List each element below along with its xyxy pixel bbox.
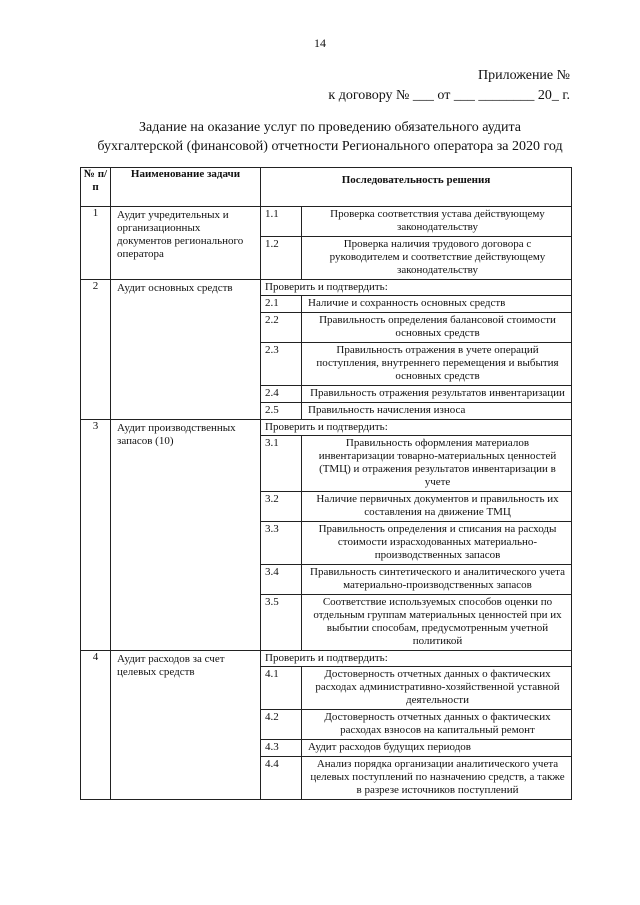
- row-number: 1: [81, 207, 111, 280]
- step-item: [261, 296, 571, 313]
- step-number: 2.1: [265, 297, 279, 309]
- page-number: 14: [314, 36, 326, 50]
- step-text: Правильность отражения результатов инвентаризации: [302, 386, 572, 403]
- verify-confirm-label: Проверить и подтвердить:: [261, 651, 571, 667]
- step-item: [261, 207, 571, 237]
- step-item: [261, 565, 571, 595]
- step-number: 2.5: [261, 403, 302, 420]
- solution-steps-cell: [261, 420, 572, 651]
- verify-confirm-label: Проверить и подтвердить:: [261, 280, 571, 296]
- step-text: Правильность отражения в учете операций поступления, внутреннего перемещения и выбытия основных средств: [302, 343, 572, 386]
- step-text: Аудит расходов будущих периодов: [302, 740, 572, 757]
- table-row: [81, 280, 572, 420]
- step-item: [261, 492, 571, 522]
- step-text: Достоверность отчетных данных о фактических расходах взносов на капитальный ремонт: [302, 710, 572, 740]
- steps-list: [261, 667, 571, 799]
- step-number: 4.1: [265, 668, 279, 680]
- step-text: Наличие первичных документов и правильность их составления на движение ТМЦ: [302, 492, 572, 522]
- step-item: [261, 667, 571, 710]
- step-item: [261, 522, 571, 565]
- table-row: [81, 207, 572, 280]
- header-task-name: Наименование задачи: [111, 168, 261, 207]
- step-number: 2.4: [261, 386, 302, 403]
- task-name: Аудит учредительных и организационных документов регионального оператора: [111, 207, 261, 280]
- step-item: [261, 386, 571, 403]
- step-item: [261, 403, 571, 420]
- step-number: 4.4: [261, 757, 302, 800]
- step-number: 2.3: [261, 343, 302, 386]
- header-solution-sequence: Последовательность решения: [261, 168, 572, 207]
- step-item: [261, 757, 571, 800]
- step-number: 3.2: [261, 492, 302, 522]
- appendix-block: [328, 66, 570, 106]
- step-number: 4.2: [261, 710, 302, 740]
- row-number: 2: [81, 280, 111, 420]
- document-title: [60, 118, 600, 156]
- solution-steps-cell: [261, 280, 572, 420]
- header-number: № п/п: [81, 168, 111, 207]
- title-line-2: бухгалтерской (финансовой) отчетности Регионального оператора за 2020 год: [97, 139, 563, 154]
- step-item: [261, 343, 571, 386]
- task-name: Аудит расходов за счет целевых средств: [111, 651, 261, 800]
- step-item: [261, 740, 571, 757]
- table-row: [81, 651, 572, 800]
- step-text: Соответствие используемых способов оценки по отдельным группам материальных ценностей при их выбытии способам, предусмотренным учетной политикой: [302, 595, 572, 651]
- verify-confirm-label: Проверить и подтвердить:: [261, 420, 571, 436]
- step-text: Правильность начисления износа: [302, 403, 572, 420]
- step-text: Правильность определения балансовой стоимости основных средств: [302, 313, 572, 343]
- contract-reference: к договору № ___ от ___ ________ 20_ г.: [328, 88, 570, 103]
- step-text: Правильность синтетического и аналитического учета материально-производственных запасов: [302, 565, 572, 595]
- title-line-1: Задание на оказание услуг по проведению обязательного аудита: [139, 120, 521, 135]
- step-item: [261, 237, 571, 280]
- step-text: Правильность определения и списания на расходы стоимости израсходованных материально-производственных запасов: [302, 522, 572, 565]
- step-number: 3.1: [265, 437, 279, 449]
- step-text: Проверка наличия трудового договора с руководителем и соответствие действующему законодательству: [302, 237, 572, 280]
- audit-task-table: [80, 167, 572, 800]
- step-item: [261, 710, 571, 740]
- step-item: [261, 313, 571, 343]
- appendix-label: Приложение №: [478, 68, 570, 83]
- step-text: Правильность оформления материалов инвентаризации товарно-материальных ценностей (ТМЦ) и отражения результатов инвентаризации в учете: [302, 436, 572, 492]
- steps-list: [261, 296, 571, 419]
- step-item: [261, 436, 571, 492]
- step-text: Анализ порядка организации аналитического учета целевых поступлений по назначению средств, а также в разрезе источников поступлений: [302, 757, 572, 800]
- step-text: Проверка соответствия устава действующему законодательству: [302, 207, 572, 237]
- step-text: Достоверность отчетных данных о фактических расходах административно-хозяйственной уставной деятельности: [302, 667, 572, 710]
- task-name: Аудит производственных запасов (10): [111, 420, 261, 651]
- row-number: 4: [81, 651, 111, 800]
- solution-steps-cell: [261, 207, 572, 280]
- step-item: [261, 595, 571, 651]
- step-number: 3.4: [261, 565, 302, 595]
- solution-steps-cell: [261, 651, 572, 800]
- table-body: [81, 207, 572, 800]
- table-row: [81, 420, 572, 651]
- step-number: 3.5: [261, 595, 302, 651]
- row-number: 3: [81, 420, 111, 651]
- step-number: 3.3: [261, 522, 302, 565]
- steps-list: [261, 207, 571, 279]
- step-number: 2.2: [261, 313, 302, 343]
- table-header-row: [81, 168, 572, 207]
- step-number: 4.3: [261, 740, 302, 757]
- steps-list: [261, 436, 571, 650]
- step-number: 1.2: [261, 237, 302, 280]
- step-number: 1.1: [265, 208, 279, 220]
- step-text: Наличие и сохранность основных средств: [302, 296, 572, 313]
- task-name: Аудит основных средств: [111, 280, 261, 420]
